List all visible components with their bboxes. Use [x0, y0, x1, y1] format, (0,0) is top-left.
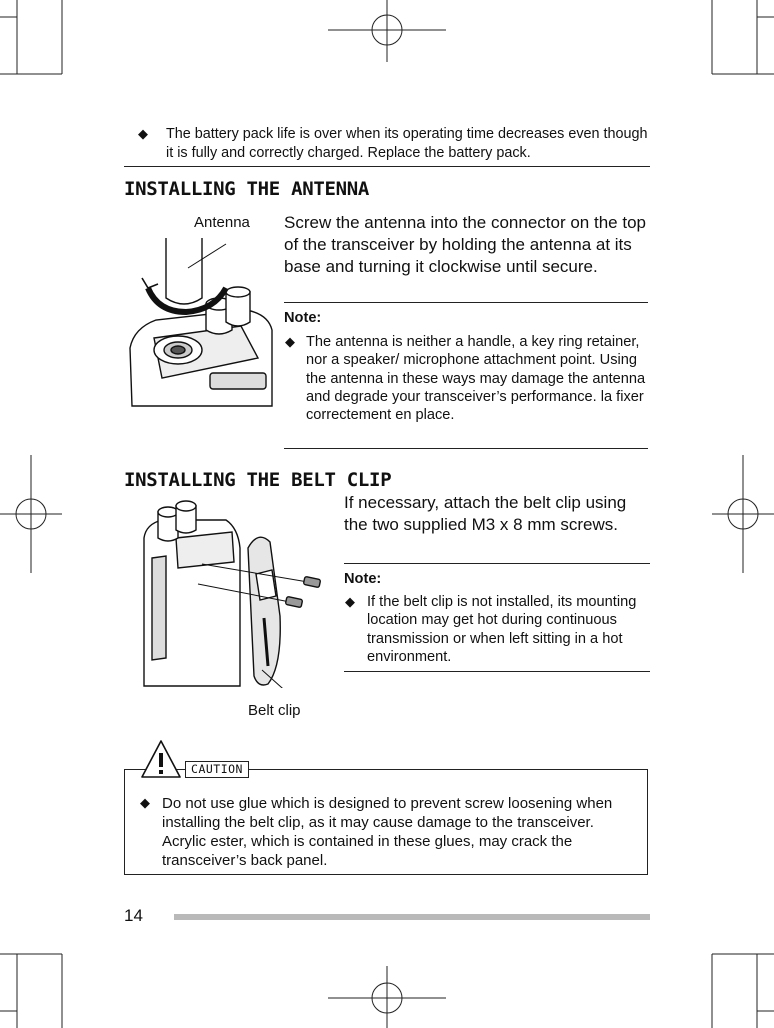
note-divider-bottom — [284, 448, 648, 449]
diamond-bullet-icon: ◆ — [285, 334, 295, 349]
antenna-illustration — [126, 238, 276, 408]
note-divider-top — [284, 302, 648, 303]
section-divider — [124, 166, 650, 167]
caution-text: Do not use glue which is designed to prevent screw loosening when installing the belt clip, as it may cause damage to the transceiver. Acrylic ester, which is contained in these glues, may crack the transceiver’s back panel. — [162, 795, 613, 869]
warning-triangle-icon — [140, 738, 182, 780]
antenna-section-heading: INSTALLING THE ANTENNA — [124, 178, 370, 200]
note-divider-top — [344, 563, 650, 564]
page-number: 14 — [124, 906, 143, 925]
footer-rule — [174, 914, 650, 920]
diamond-bullet-icon: ◆ — [345, 594, 355, 609]
antenna-figure-label: Antenna — [194, 214, 250, 231]
belt-clip-instructions: If necessary, attach the belt clip using the two supplied M3 x 8 mm screws. — [344, 493, 627, 534]
belt-clip-figure-label: Belt clip — [248, 702, 301, 719]
belt-clip-note-text: If the belt clip is not installed, its mounting location may get hot during continuous transmission or when left sitting in a hot environment. — [367, 594, 637, 665]
antenna-note-text: The antenna is neither a handle, a key ring retainer, nor a speaker/ microphone attachment point. Using the antenna in these ways may damage the antenna and degrade your transceiver’s performance. la fixer correctement en place. — [306, 334, 646, 424]
diamond-bullet-icon: ◆ — [138, 126, 148, 141]
belt-clip-section-heading: INSTALLING THE BELT CLIP — [124, 469, 392, 491]
caution-label: CAUTION — [185, 761, 249, 778]
note-divider-bottom — [344, 671, 650, 672]
diamond-bullet-icon: ◆ — [140, 795, 150, 810]
antenna-note-label: Note: — [284, 310, 322, 326]
antenna-instructions: Screw the antenna into the connector on the top of the transceiver by holding the antenna at its base and turning it clockwise until secure. — [284, 213, 646, 276]
belt-clip-note-label: Note: — [344, 571, 382, 587]
battery-note — [124, 123, 650, 167]
belt-clip-illustration — [140, 498, 340, 688]
battery-note-text: The battery pack life is over when its operating time decreases even though it is fully and correctly charged. Replace the battery pack. — [166, 126, 648, 161]
